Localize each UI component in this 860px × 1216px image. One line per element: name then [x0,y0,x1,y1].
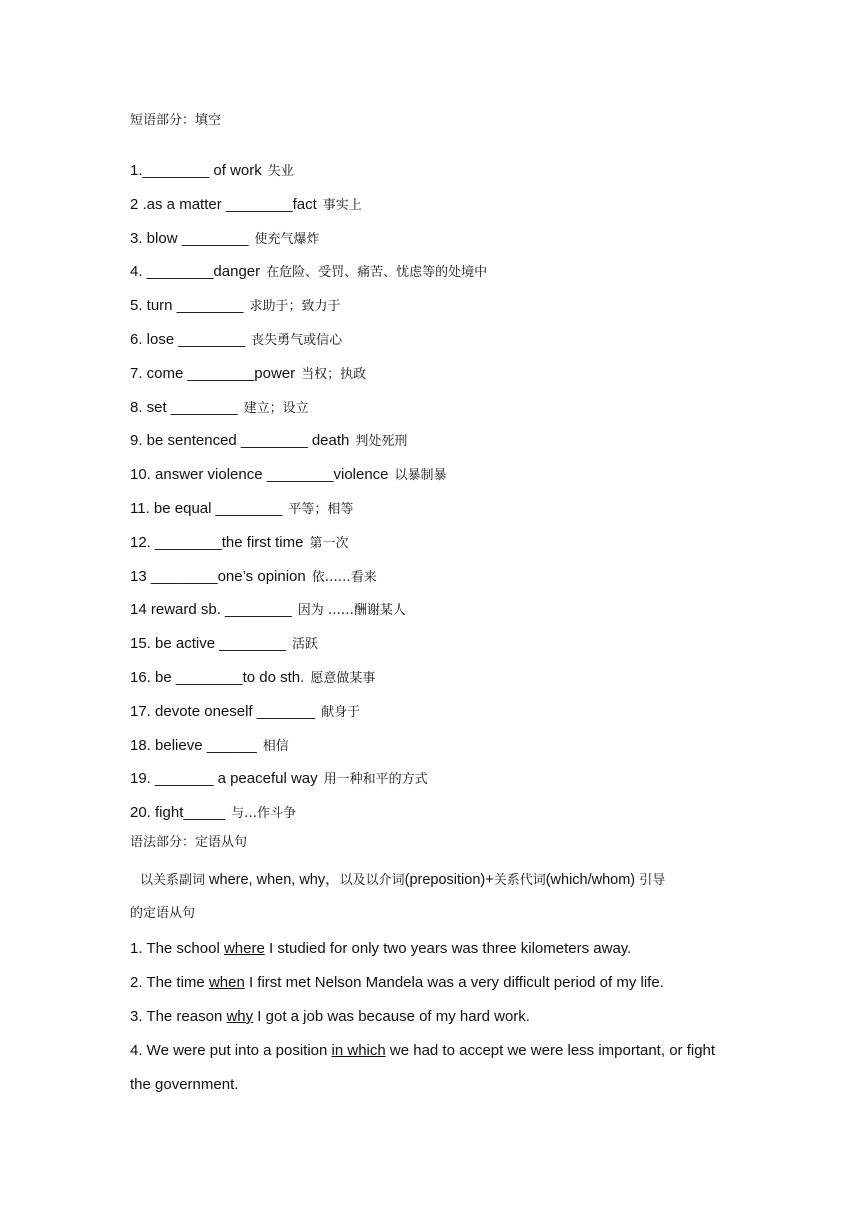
phrase-item [130,627,740,661]
phrase-item [130,762,740,796]
phrase-english: 1.________ of work [130,162,262,179]
phrase-item [130,526,740,560]
phrase-item [130,458,740,492]
phrase-item [130,255,740,289]
phrase-chinese: 失业 [267,164,294,179]
phrase-english: 18. believe ______ [130,736,257,754]
phrase-item [130,391,740,425]
phrase-item [130,357,740,391]
phrase-chinese: 在危险、受罚、痛苦、忧虑等的处境中 [266,265,488,281]
intro-text: (preposition)+ [404,871,494,888]
phrase-chinese: 依……看来 [311,569,377,585]
phrase-item [130,661,740,695]
phrase-english: 20. fight_____ [130,804,226,822]
intro-text: 的定语从句 [130,905,196,921]
intro-text: 以关系副词 [140,872,206,888]
phrase-chinese: 丧失勇气或信心 [251,332,343,348]
phrase-item [130,289,740,323]
phrase-item [130,154,740,188]
phrase-chinese: 建立；设立 [243,400,309,416]
intro-text: where, when, why， [205,871,340,888]
example-sentences [130,932,740,1102]
phrase-item [130,695,740,729]
phrase-chinese: 以暴制暴 [394,468,447,484]
intro-text: (which/whom) [545,871,636,888]
relative-word: when [208,973,245,991]
phrase-item [130,560,740,594]
phrase-english: 8. set ________ [130,398,238,416]
document-content [130,108,740,1102]
example-sentence [130,1034,740,1102]
phrase-item [130,424,740,458]
phrase-chinese: 平等；相等 [288,501,354,517]
sentence-text: 2. The time [130,973,209,991]
sentence-text: I studied for only two years was three kilometers away. [264,939,632,957]
phrase-chinese: 求助于；致力于 [249,299,341,315]
sentence-text: 3. The reason [130,1007,227,1025]
phrase-english: 17. devote oneself _______ [130,702,316,720]
phrase-item [130,492,740,526]
phrase-english: 12. ________the first time [130,533,304,551]
phrase-english: 3. blow ________ [130,229,249,247]
phrase-chinese: 事实上 [322,197,362,213]
phrase-english: 7. come ________power [130,364,296,382]
intro-text: 引导 [635,872,666,888]
phrase-chinese: 当权；执政 [301,366,367,382]
phrase-english: 6. lose ________ [130,330,246,348]
phrase-english: 9. be sentenced ________ death [130,432,350,450]
phrase-english: 11. be equal ________ [130,499,283,517]
sentence-text: we had to accept we were less important, or fight the government. [130,1041,716,1093]
relative-word: where [223,939,265,957]
phrase-chinese: 相信 [262,738,289,754]
phrase-item [130,729,740,763]
intro-text: 关系代词 [493,872,546,888]
phrase-english: 16. be ________to do sth. [130,668,305,686]
phrase-chinese: 愿意做某事 [310,670,376,686]
phrase-english: 4. ________danger [130,263,261,281]
phrase-chinese: 与…作斗争 [231,806,297,822]
phrase-item [130,323,740,357]
phrase-english: 2 .as a matter ________fact [130,195,317,213]
example-sentence [130,1000,740,1034]
phrase-english: 14 reward sb. ________ [130,601,292,619]
phrase-chinese: 活跃 [291,637,318,653]
phrase-english: 15. be active ________ [130,635,286,653]
relative-word: why [226,1007,254,1025]
phrase-english: 5. turn ________ [130,297,244,315]
section-title-phrases: 短语部分：填空 [130,113,222,128]
grammar-intro [130,864,740,930]
phrase-chinese: 判处死刑 [355,434,408,450]
phrase-item [130,222,740,256]
phrase-english: 19. _______ a peaceful way [130,770,318,788]
phrase-item [130,593,740,627]
phrase-item [130,796,740,830]
sentence-text: I got a job was because of my hard work. [253,1007,530,1025]
sentence-text: 4. We were put into a position [130,1041,332,1059]
phrase-chinese: 因为 ……酬谢某人 [297,603,406,619]
sentence-text: I first met Nelson Mandela was a very difficult period of my life. [244,973,664,991]
section-title-grammar: 语法部分：定语从句 [130,834,248,850]
phrase-list [130,154,740,830]
intro-text: 以及以介词 [339,872,405,888]
relative-word: in which [331,1041,386,1059]
phrase-chinese: 使充气爆炸 [254,231,320,247]
phrase-chinese: 用一种和平的方式 [323,772,428,788]
sentence-text: 1. The school [130,939,224,957]
example-sentence [130,932,740,966]
phrase-chinese: 第一次 [309,535,349,551]
example-sentence [130,966,740,1000]
phrase-chinese: 献身于 [321,704,361,720]
phrase-english: 13 ________one’s opinion [130,567,306,585]
phrase-english: 10. answer violence ________violence [130,466,389,484]
phrase-item [130,188,740,222]
